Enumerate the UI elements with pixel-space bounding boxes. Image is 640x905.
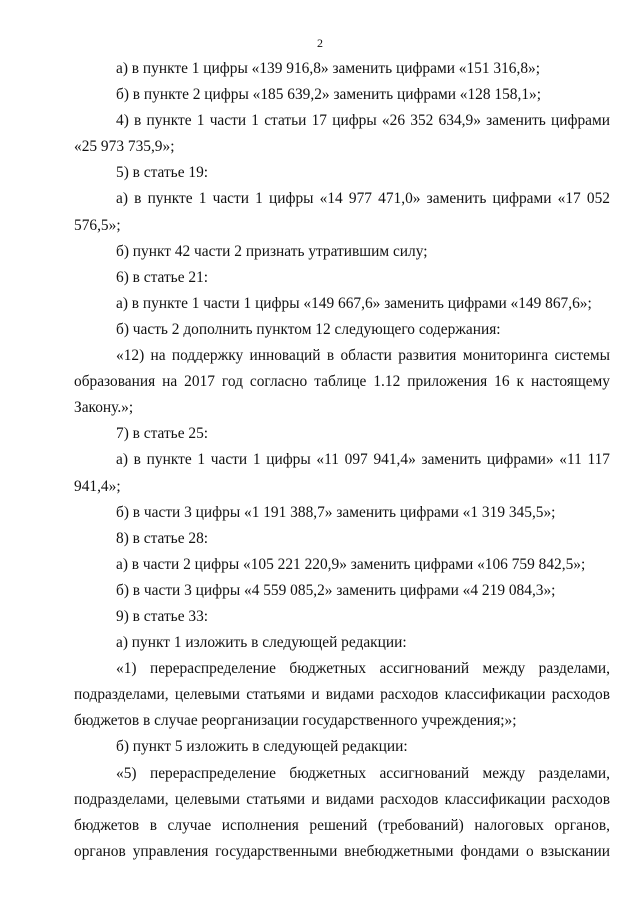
paragraph-21: «5) перераспределение бюджетных ассигнований между разделами, подразделами, целевыми статьями и видами расходов классификации расходов бюджетов в случае исполнения решений (требований) налоговых органов, органов управления государственными внебюджетными фондами о взыскании (74, 764, 610, 860)
paragraph-6: б) пункт 42 части 2 признать утратившим силу; (116, 242, 428, 260)
paragraph-19: «1) перераспределение бюджетных ассигнований между разделами, подразделами, целевыми статьями и видами расходов классификации расходов бюджетов в случае реорганизации государственного учреждения;»; (74, 660, 610, 730)
paragraph-13: б) в части 3 цифры «1 191 388,7» заменить цифрами «1 319 345,5»; (116, 503, 556, 521)
document-body (74, 56, 610, 865)
paragraph-5: а) в пункте 1 части 1 цифры «14 977 471,0» заменить цифрами «17 052 576,5»; (74, 190, 610, 234)
paragraph-1: а) в пункте 1 цифры «139 916,8» заменить цифрами «151 316,8»; (116, 60, 541, 77)
paragraph-11: 7) в статье 25: (116, 425, 209, 443)
page-number: 2 (317, 36, 323, 50)
paragraph-8: а) в пункте 1 части 1 цифры «149 667,6» заменить цифрами «149 867,6»; (116, 294, 592, 312)
paragraph-2: б) в пункте 2 цифры «185 639,2» заменить цифрами «128 158,1»; (116, 86, 542, 104)
paragraph-7: 6) в статье 21: (116, 268, 209, 286)
paragraph-15: а) в части 2 цифры «105 221 220,9» заменить цифрами «106 759 842,5»; (116, 555, 586, 573)
paragraph-20: б) пункт 5 изложить в следующей редакции: (116, 738, 408, 756)
paragraph-9: б) часть 2 дополнить пунктом 12 следующего содержания: (116, 320, 501, 338)
paragraph-18: а) пункт 1 изложить в следующей редакции: (116, 634, 407, 652)
paragraph-10: «12) на поддержку инноваций в области развития мониторинга системы образования на 2017 год согласно таблице 1.12 приложения 16 к настоящему Закону.»; (74, 347, 610, 417)
paragraph-3: 4) в пункте 1 части 1 статьи 17 цифры «26 352 634,9» заменить цифрами «25 973 735,9»; (74, 112, 610, 156)
paragraph-16: б) в части 3 цифры «4 559 085,2» заменить цифрами «4 219 084,3»; (116, 581, 556, 599)
paragraph-4: 5) в статье 19: (116, 164, 209, 182)
paragraph-17: 9) в статье 33: (116, 607, 209, 625)
paragraph-14: 8) в статье 28: (116, 529, 209, 547)
paragraph-12: а) в пункте 1 части 1 цифры «11 097 941,4» заменить цифрами» «11 117 941,4»; (74, 451, 610, 495)
